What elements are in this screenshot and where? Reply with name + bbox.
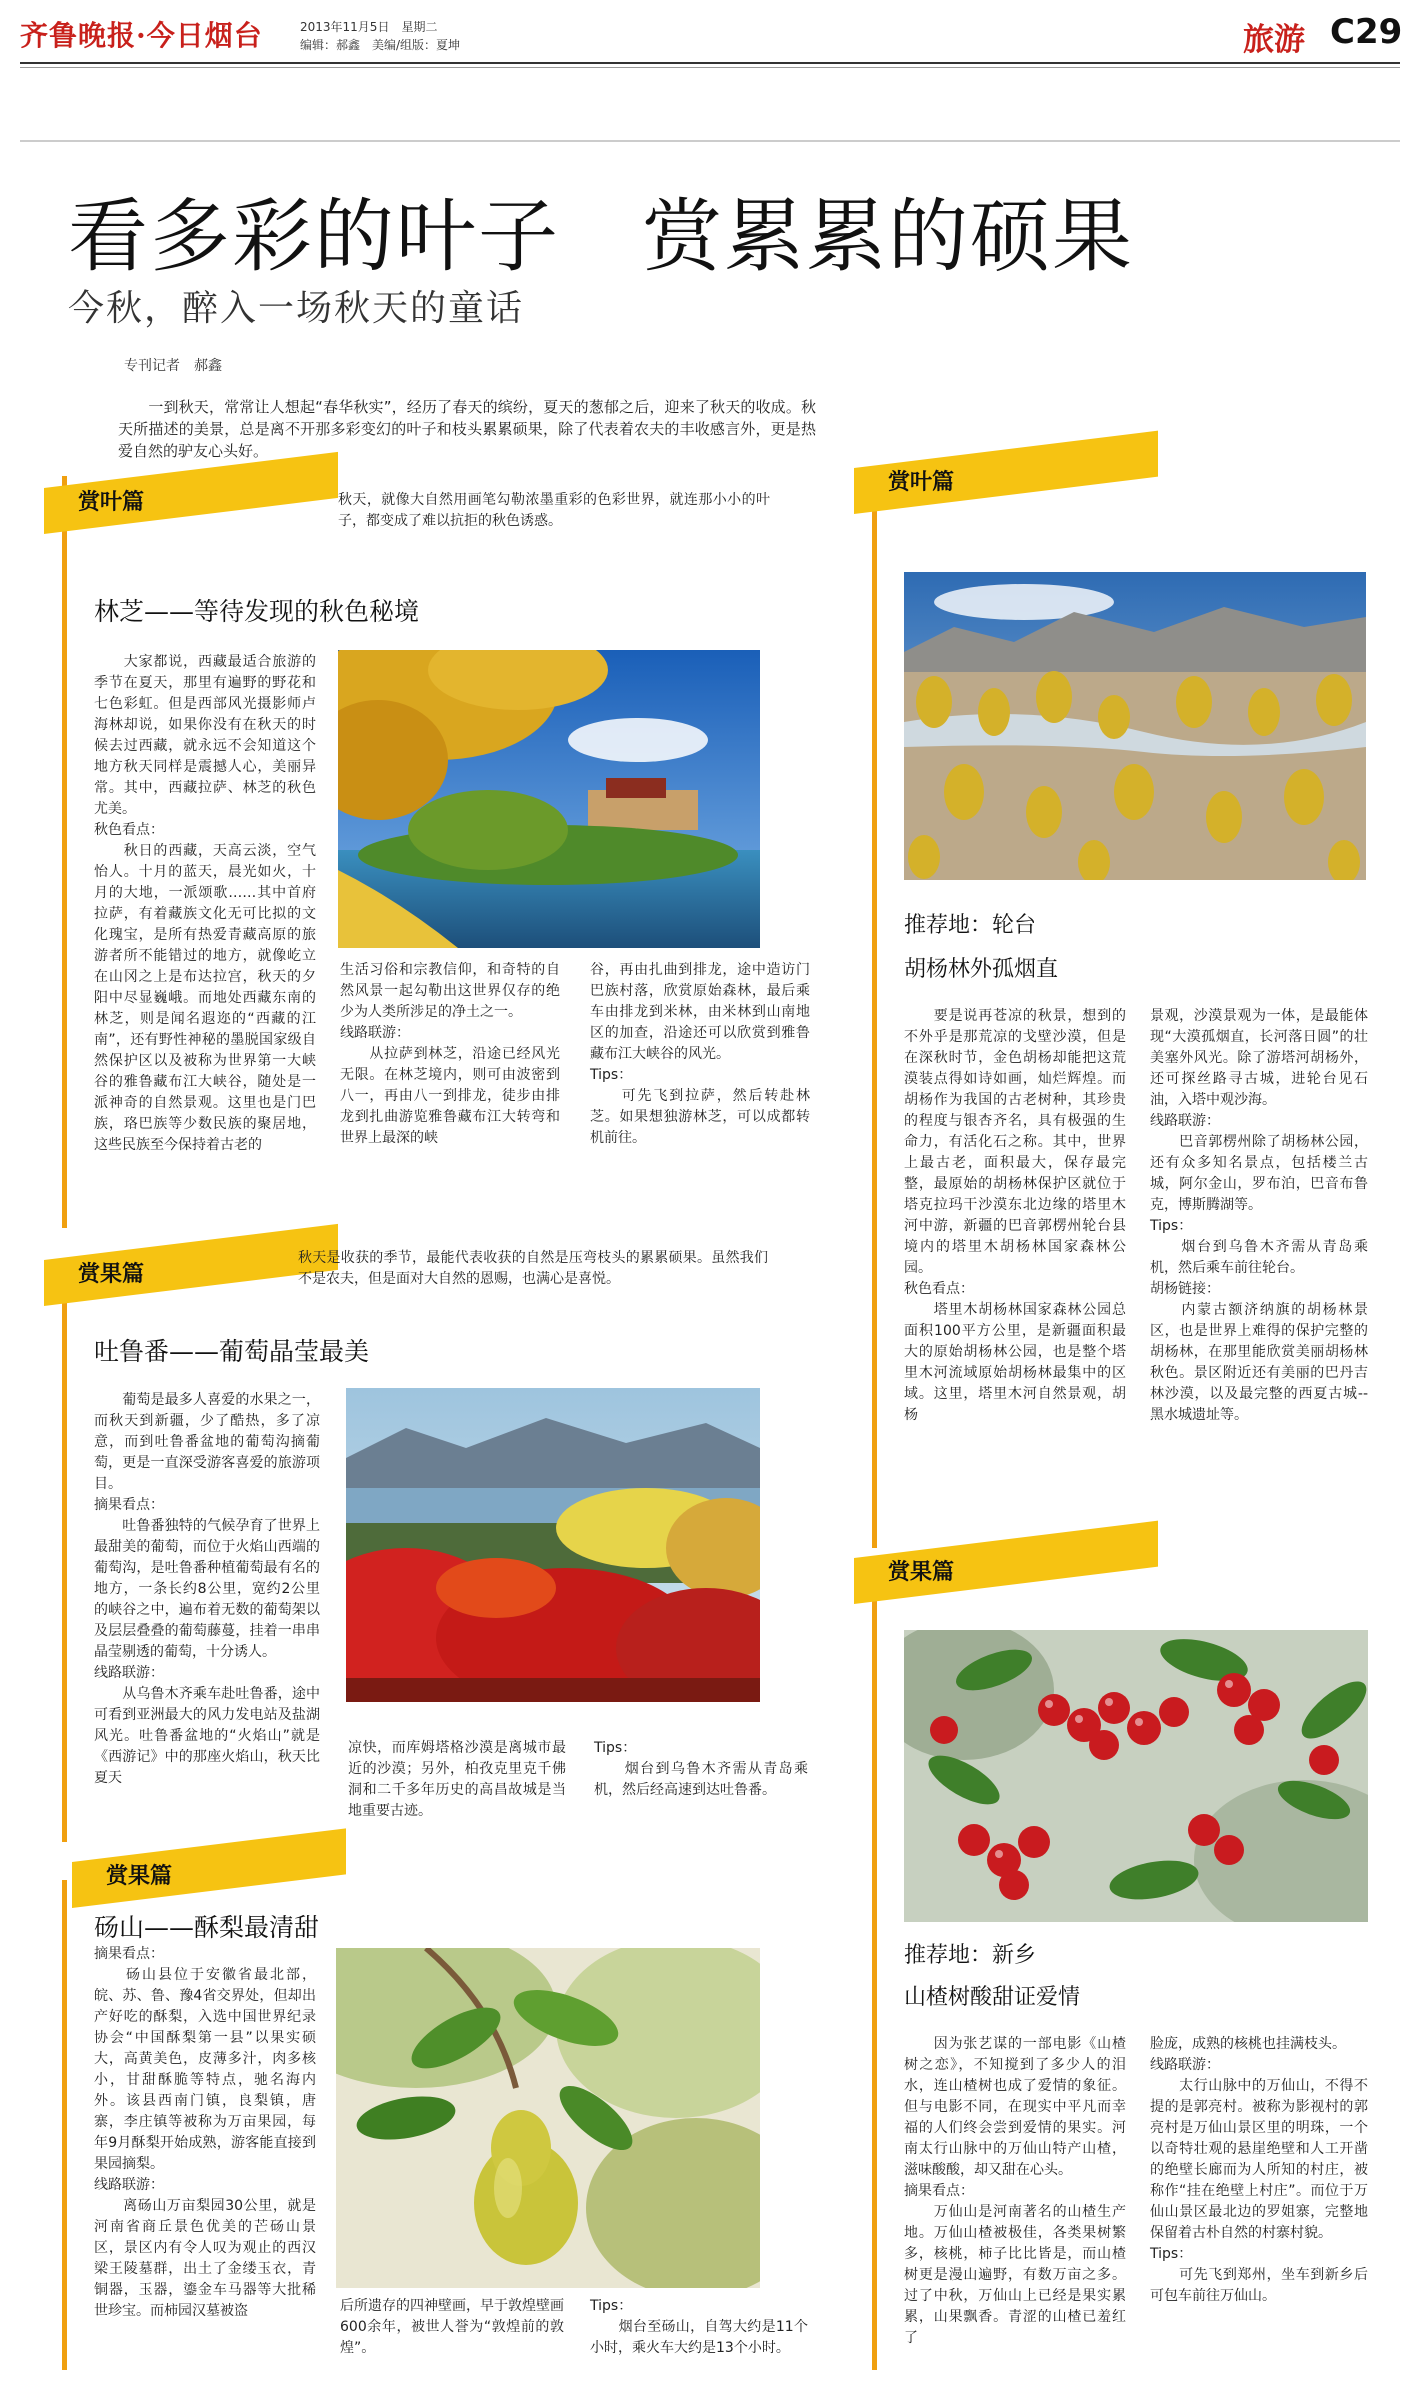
linzhi-col-3: 谷，再由扎曲到排龙，途中造访门巴族村落，欣赏原始森林，最后乘车由排龙到米林，由米林到山南地区的加查，沿途还可以欣赏到雅鲁藏布江大峡谷的风光。 Tips： 可先飞到拉萨，然后转赴林芝。如果想独游林芝，可以成都转机前往。 bbox=[590, 962, 810, 1146]
luntai-photo-svg bbox=[904, 572, 1366, 880]
left-accent-bar-top bbox=[62, 476, 67, 1228]
xinxiang-title: 山楂树酸甜证爱情 bbox=[904, 1985, 1081, 2010]
turpan-col-3: Tips： 烟台到乌鲁木齐需从青岛乘机，然后经高速到达吐鲁番。 bbox=[594, 1740, 808, 1798]
turpan-photo bbox=[346, 1388, 760, 1702]
turpan-col-2: 凉快，而库姆塔格沙漠是离城市最近的沙漠；另外，柏孜克里克千佛洞和二千多年历史的高昌故城是当地重要古迹。 bbox=[348, 1740, 566, 1819]
tag-fruit-turpan-label: 赏果篇 bbox=[78, 1261, 145, 1287]
turpan-photo-svg bbox=[346, 1388, 760, 1702]
linzhi-title: 林芝——等待发现的秋色秘境 bbox=[94, 597, 420, 626]
byline: 专刊记者 郝鑫 bbox=[124, 358, 222, 374]
top-separator bbox=[20, 140, 1400, 142]
left-accent-bar-middle bbox=[62, 1280, 67, 1842]
right-accent-bar-bottom bbox=[872, 1590, 877, 2370]
tag-fruit-right-label: 赏果篇 bbox=[888, 1559, 955, 1585]
masthead-editors: 编辑：郝鑫 美编/组版：夏坤 bbox=[300, 38, 461, 52]
page-subtitle: 今秋，醉入一场秋天的童话 bbox=[68, 288, 525, 329]
leaf-intro: 秋天，就像大自然用画笔勾勒浓墨重彩的色彩世界，就连那小小的叶子，都变成了难以抗拒的秋色诱惑。 bbox=[338, 492, 770, 529]
xinxiang-recommend: 推荐地：新乡 bbox=[904, 1943, 1037, 1968]
linzhi-photo bbox=[338, 650, 760, 948]
luntai-recommend: 推荐地：轮台 bbox=[904, 913, 1037, 938]
turpan-title: 吐鲁番——葡萄晶莹最美 bbox=[94, 1337, 370, 1366]
lead-paragraph: 一到秋天，常常让人想起“春华秋实”，经历了春天的缤纷，夏天的葱郁之后，迎来了秋天的收成。秋天所描述的美景，总是离不开那多彩变幻的叶子和枝头累累硕果，除了代表着农夫的丰收感言外，更是热爱自然的驴友心头好。 bbox=[118, 398, 816, 460]
luntai-title: 胡杨林外孤烟直 bbox=[904, 957, 1059, 982]
tag-leaf-left-label: 赏叶篇 bbox=[78, 489, 145, 515]
xinxiang-col-2: 脸庞，成熟的核桃也挂满枝头。 线路联游： 太行山脉中的万仙山，不得不提的是郭亮村。被称为影视村的郭亮村是万仙山景区里的明珠，一个以奇特壮观的悬崖绝壁和人工开凿的绝壁长廊而为人所知的村庄，被称作“挂在绝壁上村庄”。而位于万仙山景区最北边的罗姐寨，完整地保留着古朴自然的村寨村貌。 Tips： 可先飞到郑州，坐车到新乡后可包车前往万仙山。 bbox=[1150, 2036, 1368, 2304]
dangshan-title: 砀山——酥梨最清甜 bbox=[94, 1913, 320, 1942]
tag-fruit-turpan bbox=[44, 1224, 338, 1306]
xinxiang-photo bbox=[904, 1630, 1368, 1922]
dangshan-photo-svg bbox=[336, 1948, 760, 2288]
edition-name: 今日烟台 bbox=[146, 19, 263, 52]
fruit-intro: 秋天是收获的季节，最能代表收获的自然是压弯枝头的累累硕果。虽然我们不是农夫，但是面对大自然的恩赐，也满心是喜悦。 bbox=[298, 1250, 768, 1287]
tag-fruit-dangshan-label: 赏果篇 bbox=[106, 1863, 173, 1889]
luntai-col-1: 要是说再苍凉的秋景，想到的不外乎是那荒凉的戈壁沙漠，但是在深秋时节，金色胡杨却能把这荒漠装点得如诗如画，灿烂辉煌。而胡杨作为我国的古老树种，其珍贵的程度与银杏齐名，具有极强的生命力，有活化石之称。其中，世界上最古老，面积最大，保存最完整，最原始的胡杨林保护区就位于塔克拉玛干沙漠东北边缘的塔里木河中游，新疆的巴音郭楞州轮台县境内的塔里木胡杨林国家森林公园。 秋色看点： 塔里木胡杨林国家森林公园总面积100平方公里，是新疆面积最大的原始胡杨林公园，也是整个塔里木河流域原始胡杨林最集中的区域。这里，塔里木河自然景观，胡杨 bbox=[904, 1008, 1126, 1423]
tag-fruit-dangshan bbox=[72, 1828, 346, 1908]
linzhi-col-1: 大家都说，西藏最适合旅游的季节在夏天，那里有遍野的野花和七色彩虹。但是西部风光摄影师卢海林却说，如果你没有在秋天的时候去过西藏，就永远不会知道这个地方秋天同样是震撼人心，美丽异常。其中，西藏拉萨、林芝的秋色尤美。 秋色看点： 秋日的西藏，天高云淡，空气怡人。十月的蓝天，晨光如火，十月的大地，一派颂歌……其中首府拉萨，有着藏族文化无可比拟的文化瑰宝，是所有热爱青藏高原的旅游者所不能错过的地方，就像屹立在山冈之上是布达拉宫，秋天的夕阳中尽显巍峨。而地处西藏东南的林芝，则是闻名遐迩的“西藏的江南”，还有野性神秘的墨脱国家级自然保护区以及被称为世界第一大峡谷的雅鲁藏布江大峡谷，随处是一派神奇的自然景观。这里也是门巴族，珞巴族等少数民族的聚居地，这些民族至今保持着古老的 bbox=[94, 654, 316, 1153]
dangshan-col-1: 摘果看点： 砀山县位于安徽省最北部，皖、苏、鲁、豫4省交界处，但却出产好吃的酥梨，入选中国世界纪录协会“中国酥梨第一县”以果实硕大，高黄美色，皮薄多汁，肉多核小，甘甜酥脆等特点，驰名海内外。该县西南门镇，良梨镇，唐寨，李庄镇等被称为万亩果园，每年9月酥梨开始成熟，游客能直接到果园摘梨。 线路联游： 离砀山万亩梨园30公里，就是河南省商丘景色优美的芒砀山景区，景区内有令人叹为观止的西汉梁王陵墓群，出土了金缕玉衣，青铜器，玉器，鎏金车马器等大批稀世珍宝。而柿园汉墓被盗 bbox=[94, 1946, 316, 2319]
masthead-dot: · bbox=[136, 19, 147, 52]
tag-leaf-left bbox=[44, 452, 338, 534]
luntai-photo bbox=[904, 572, 1366, 880]
xinxiang-photo-svg bbox=[904, 1630, 1368, 1922]
tag-leaf-right-label: 赏叶篇 bbox=[888, 469, 955, 495]
paper-name: 齐鲁晚报 bbox=[20, 19, 137, 52]
luntai-col-2: 景观，沙漠景观为一体，是最能体现“大漠孤烟直，长河落日圆”的壮美塞外风光。除了游塔河胡杨外，还可探丝路寻古城，进轮台见石油，入塔中观沙海。 线路联游： 巴音郭楞州除了胡杨林公园，还有众多知名景点，包括楼兰古城，阿尔金山，罗布泊，巴音布鲁克，博斯腾湖等。 Tips： 烟台到乌鲁木齐需从青岛乘机，然后乘车前往轮台。 胡杨链接： 内蒙古额济纳旗的胡杨林景区，也是世界上难得的保护完整的胡杨林，在那里能欣赏美丽胡杨林秋色。景区附近还有美丽的巴丹吉林沙漠，以及最完整的西夏古城--黑水城遗址等。 bbox=[1150, 1008, 1368, 1423]
linzhi-photo-svg bbox=[338, 650, 760, 948]
masthead-paper bbox=[20, 14, 263, 54]
linzhi-col-2: 生活习俗和宗教信仰，和奇特的自然风景一起勾勒出这世界仅存的绝少为人类所涉足的净土之一。 线路联游： 从拉萨到林芝，沿途已经风光无限。在林芝境内，则可由波密到八一，再由八一到排龙，徒步由排龙到扎曲游览雅鲁藏布江大转弯和世界上最深的峡 bbox=[340, 962, 560, 1146]
page-title: 看多彩的叶子 赏累累的硕果 bbox=[68, 190, 1134, 283]
masthead-rule bbox=[20, 62, 1400, 64]
masthead-date: 2013年11月5日 星期二 bbox=[300, 20, 438, 34]
left-accent-bar-bottom bbox=[62, 1880, 67, 2370]
masthead-rule-thin bbox=[20, 67, 1400, 68]
right-accent-bar-top bbox=[872, 498, 877, 1548]
dangshan-col-3: Tips： 烟台至砀山，自驾大约是11个小时，乘火车大约是13个小时。 bbox=[590, 2298, 808, 2356]
tag-fruit-right bbox=[854, 1521, 1158, 1604]
page-number: C29 bbox=[1330, 12, 1403, 52]
dangshan-photo bbox=[336, 1948, 760, 2288]
dangshan-col-2: 后所遗存的四神壁画，早于敦煌壁画600余年，被世人誉为“敦煌前的敦煌”。 bbox=[340, 2298, 564, 2356]
xinxiang-col-1: 因为张艺谋的一部电影《山楂树之恋》，不知搅到了多少人的泪水，连山楂树也成了爱情的象征。但与电影不同，在现实中平凡而幸福的人们终会尝到爱情的果实。河南太行山脉中的万仙山特产山楂，滋味酸酸，却又甜在心头。 摘果看点： 万仙山是河南著名的山楂生产地。万仙山楂被极佳，各类果树繁多，核桃，柿子比比皆是，而山楂树更是漫山遍野，有数万亩之多。过了中秋，万仙山上已经是果实累累，山果飘香。青涩的山楂已羞红了 bbox=[904, 2036, 1126, 2346]
tag-leaf-right bbox=[854, 431, 1158, 514]
section-label: 旅游 bbox=[1243, 22, 1305, 58]
turpan-col-1: 葡萄是最多人喜爱的水果之一，而秋天到新疆，少了酷热，多了凉意，而到吐鲁番盆地的葡萄沟摘葡萄，更是一直深受游客喜爱的旅游项目。 摘果看点： 吐鲁番独特的气候孕育了世界上最甜美的葡萄，而位于火焰山西端的葡萄沟，是吐鲁番种植葡萄最有名的地方，一条长约8公里，宽约2公里的峡谷之中，遍布着无数的葡萄架以及层层叠叠的葡萄藤蔓，挂着一串串晶莹剔透的葡萄，十分诱人。 线路联游： 从乌鲁木齐乘车赴吐鲁番，途中可看到亚洲最大的风力发电站及盐湖风光。吐鲁番盆地的“火焰山”就是《西游记》中的那座火焰山，秋天比夏天 bbox=[94, 1392, 320, 1786]
